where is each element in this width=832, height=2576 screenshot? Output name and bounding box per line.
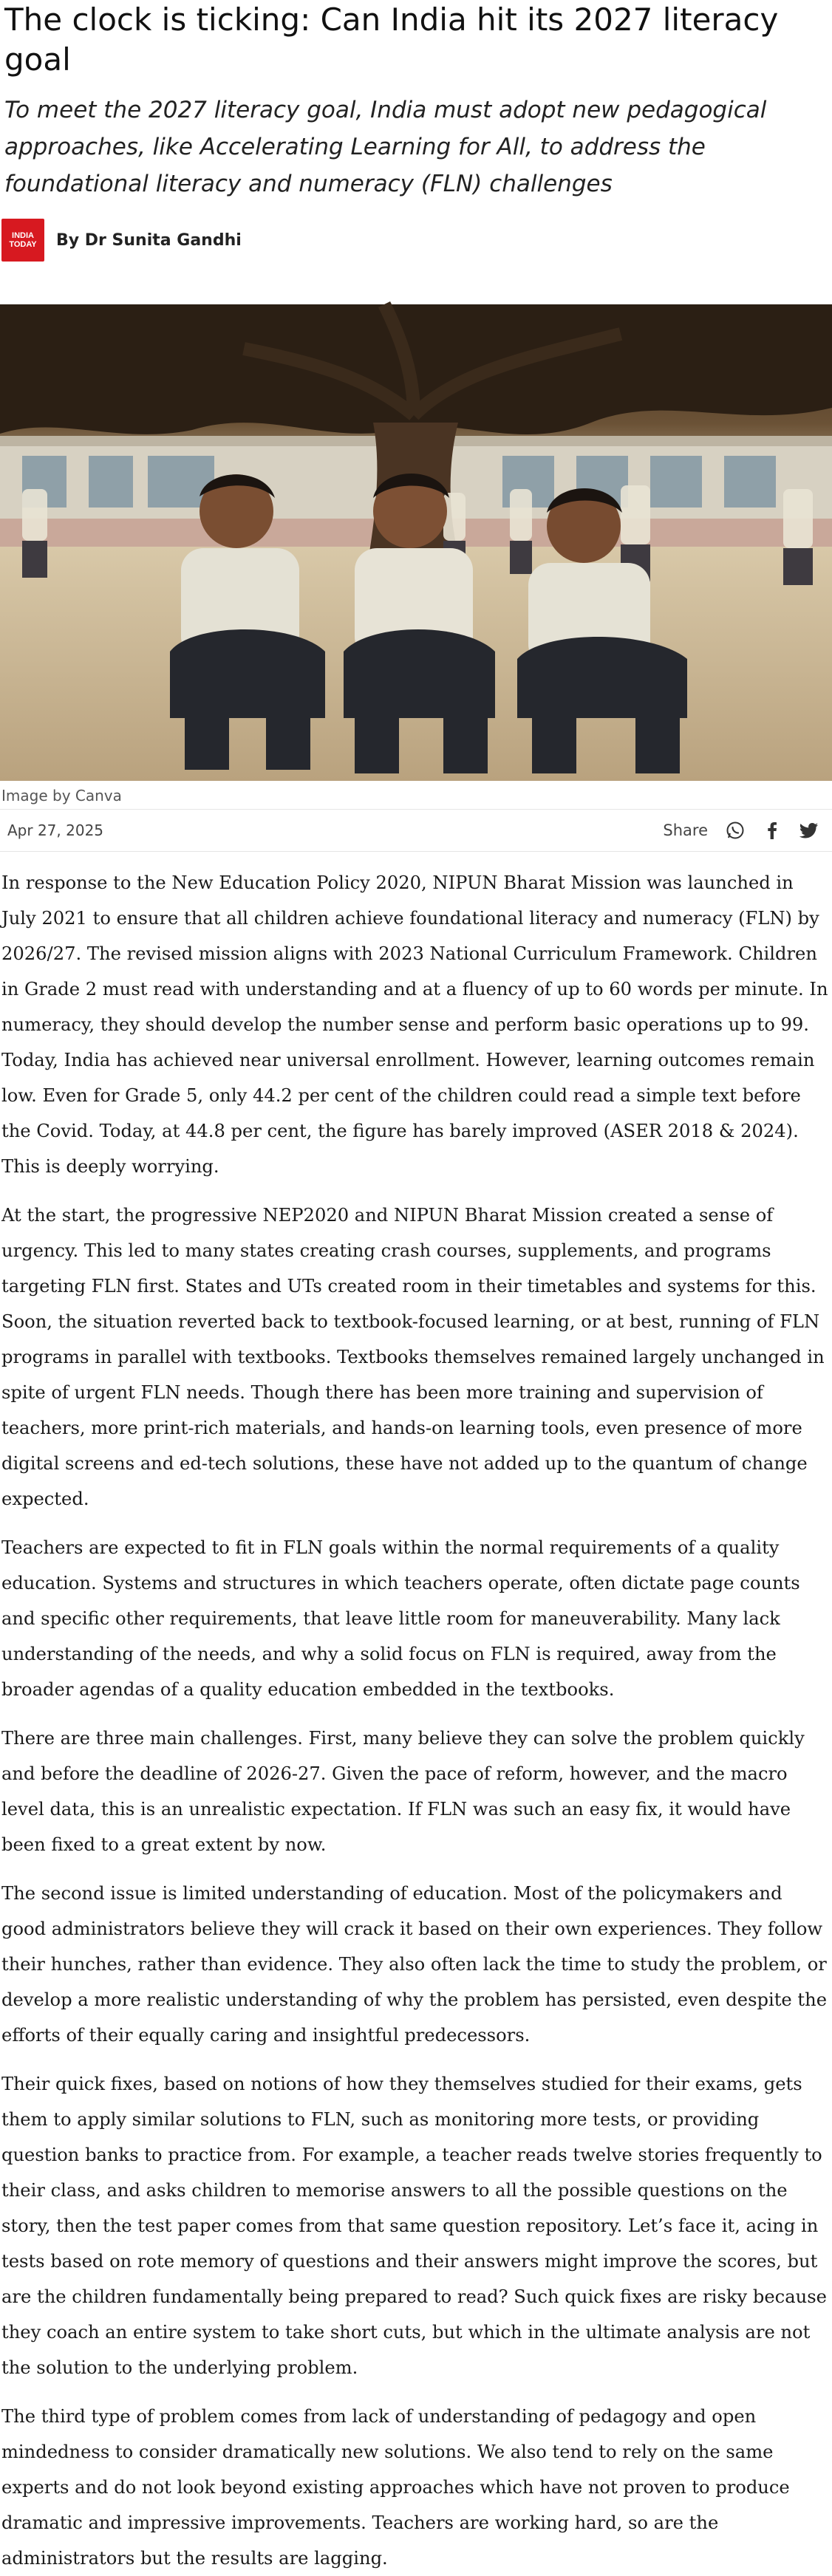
publisher-logo-line1: INDIA (12, 231, 34, 240)
article-paragraph: The second issue is limited understanding of education. Most of the policymakers and good administrators believe they will crack it based on their own experiences. They follow their hunches, rather than evidence. They also often lack the time to study the problem, or develop a more realistic understanding of why the problem has persisted, even despite the efforts of their equally caring and insightful predecessors. (1, 1883, 828, 2046)
article-paragraph: Their quick fixes, based on notions of how they themselves studied for their exams, gets them to apply similar solutions to FLN, such as monitoring more tests, or providing question banks to practice from. For example, a teacher reads twelve stories frequently to their class, and asks children to memorise answers to all the possible questions on the story, then the test paper comes from that same question repository. Let’s face it, acing in tests based on rote memory of questions and their answers might improve the scores, but are the children fundamentally being prepared to read? Such quick fixes are risky because they coach an entire system to take short cuts, but which in the ultimate analysis are not the solution to the underlying problem. (1, 2074, 827, 2378)
byline (0, 219, 832, 262)
article-body (0, 852, 832, 2576)
publisher-logo[interactable] (1, 219, 44, 262)
share-bar (663, 819, 820, 841)
article-paragraph: The third type of problem comes from lack of understanding of pedagogy and open mindedness to consider dramatically new solutions. We also tend to rely on the same experts and do not look beyond existing approaches which have not proven to produce dramatic and impressive improvements. Teachers are working hard, so are the administrators but the results are lagging. (1, 2406, 790, 2569)
article-paragraph: At the start, the progressive NEP2020 and NIPUN Bharat Mission created a sense of urgency. This led to many states creating crash courses, supplements, and programs targeting FLN first. States and UTs created room in their timetables and systems for this. Soon, the situation reverted back to textbook-focused learning, or at best, running of FLN programs in parallel with textbooks. Textbooks themselves remained largely unchanged in spite of urgent FLN needs. Though there has been more training and supervision of teachers, more print-rich materials, and hands-on learning tools, even presence of more digital screens and ed-tech solutions, these have not added up to the quantum of change expected. (1, 1205, 825, 1509)
article-headline: The clock is ticking: Can India hit its 2027 literacy goal (4, 1, 779, 78)
twitter-icon[interactable] (798, 819, 820, 841)
article-paragraph: There are three main challenges. First, many believe they can solve the problem quickly and before the deadline of 2026-27. Given the pace of reform, however, and the macro level data, this is an unrealistic expectation. If FLN was such an easy fix, it would have been fixed to a great extent by now. (1, 1728, 805, 1855)
article-meta-bar (0, 809, 832, 852)
article-paragraph: In response to the New Education Policy 2020, NIPUN Bharat Mission was launched in July 2021 to ensure that all children achieve foundational literacy and numeracy (FLN) by 2026/27. The revised mission aligns with 2023 National Curriculum Framework. Children in Grade 2 must read with understanding and at a fluency of up to 60 words per minute. In numeracy, they should develop the number sense and perform basic operations up to 99. Today, India has achieved near universal enrollment. However, learning outcomes remain low. Even for Grade 5, only 44.2 per cent of the children could read a simple text before the Covid. Today, at 44.8 per cent, the figure has barely improved (ASER 2018 & 2024). This is deeply worrying. (1, 872, 828, 1177)
author-name[interactable]: By Dr Sunita Gandhi (56, 230, 242, 250)
image-caption: Image by Canva (1, 787, 122, 804)
hero-image (0, 304, 832, 781)
facebook-icon[interactable] (761, 819, 783, 841)
share-label: Share (663, 821, 708, 839)
whatsapp-icon[interactable] (724, 819, 746, 841)
publisher-logo-line2: TODAY (9, 240, 37, 249)
publish-date: Apr 27, 2025 (7, 821, 104, 839)
hero-illustration (0, 304, 832, 781)
article-summary: To meet the 2027 literacy goal, India must adopt new pedagogical approaches, like Accelerating Learning for All, to address the foundational literacy and numeracy (FLN) challenges (4, 97, 767, 197)
article-paragraph: Teachers are expected to fit in FLN goals within the normal requirements of a quality education. Systems and structures in which teachers operate, often dictate page counts and specific other requirements, that leave little room for maneuverability. Many lack understanding of the needs, and why a solid focus on FLN is required, away from the broader agendas of a quality education embedded in the textbooks. (1, 1537, 800, 1700)
